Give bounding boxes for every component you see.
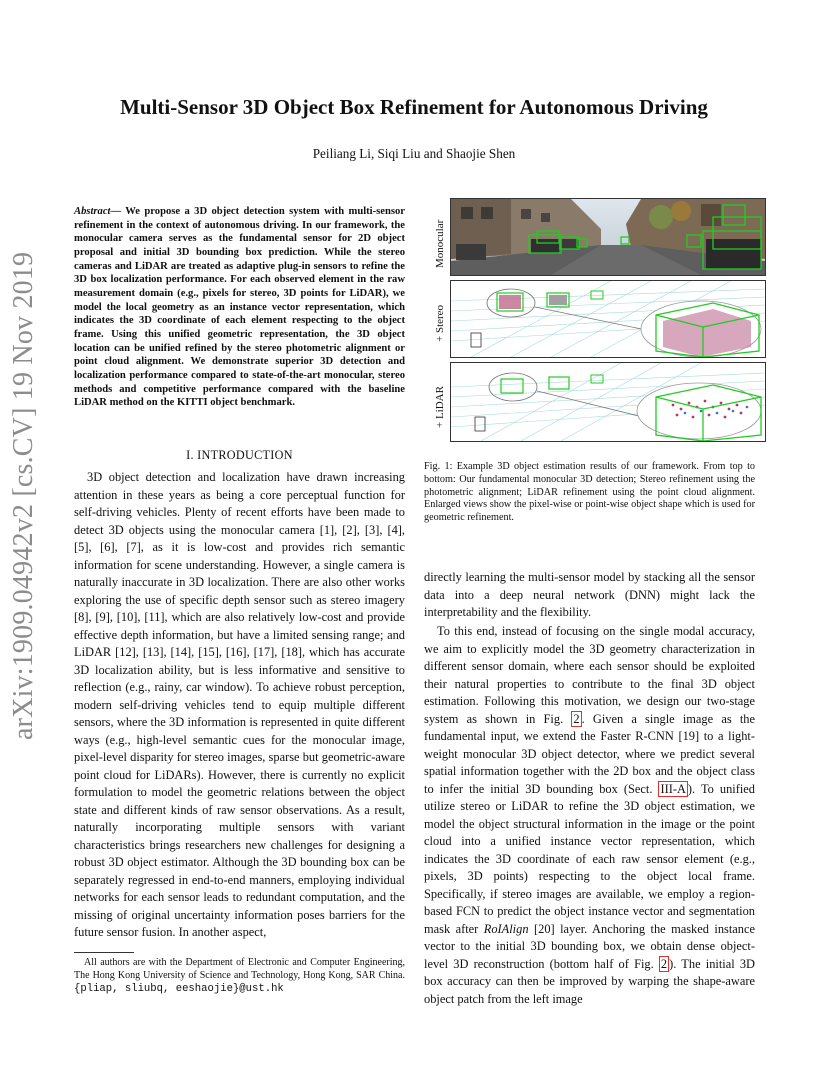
author-footnote [74,957,405,995]
right-paragraph-2-text [424,623,755,1008]
figure-1 [424,196,766,442]
p2-text-e: ). The initial 3D box accuracy can then be improved by warping the shape-aware object patch from the left image [424,956,755,1006]
right-paragraph-1-text: directly learning the multi-sensor model by stacking all the sensor data into a deep neural network (DNN) might lack the interpretability and the flexibility. [424,570,755,619]
footnote-text: All authors are with the Department of Electronic and Computer Engineering, The Hong Kong University of Science and Technology, Hong Kong, SAR China. [74,957,405,981]
fig-2-link[interactable]: 2 [573,711,580,726]
figure-panel-stereo [450,280,766,358]
abstract [74,205,405,410]
paper-authors: Peiliang Li, Siqi Liu and Shaojie Shen [312,146,516,161]
lidar-point-cloud-image [451,363,765,441]
fig-2-link-second[interactable]: 2 [660,956,668,971]
footnote-divider [74,952,134,953]
roialign-term: RoIAlign [483,921,529,936]
figure-label-monocular: Monocular [434,219,446,268]
figure-label-lidar: + LiDAR [434,386,446,428]
right-column-paragraph-2 [424,623,755,1008]
figure-1-caption: Fig. 1: Example 3D object estimation results of our framework. From top to bottom: Our fundamental monocular 3D detection; Stereo refinement using the photometric alignment; LiDAR refinement using the point cloud alignment. Enlarged views show the pixel-wise or point-wise object shape which is used for geometric refinement. [424,461,755,524]
sect-iii-a-link[interactable]: III-A [660,781,686,796]
abstract-lead: Abstract [74,206,111,217]
stereo-reconstruction-image [451,281,765,357]
p2-text-b: . Given a single image as the fundamental input, we extend the Faster R-CNN [19] to a light-weight monocular 3D object detector, where we predict several spatial information together with the 2D box and the object class to infer the initial 3D bounding box (Sect. [424,711,755,796]
arxiv-identifier: arXiv:1909.04942v2 [cs.CV] 19 Nov 2019 [8,251,39,740]
right-column-paragraph-1 [424,569,755,622]
intro-paragraph [74,469,405,942]
paper-title: Multi-Sensor 3D Object Box Refinement for Autonomous Driving [120,95,708,119]
section-heading-introduction: I. INTRODUCTION [186,448,293,462]
figure-label-stereo: + Stereo [434,304,446,342]
figure-panel-monocular [450,198,766,276]
p2-text-a: To this end, instead of focusing on the single modal accuracy, we aim to explicitly model the 3D geometry characterization in different sensor domain, where each sensor should be exploited their natural properties to contribute to the final 3D object estimation. Following this motivation, we design our two-stage system as shown in Fig. [424,624,755,726]
abstract-text: — We propose a 3D object detection system with multi-sensor refinement in the context of autonomous driving. In our framework, the monocular camera serves as the fundamental sensor for 2D object proposal and initial 3D bounding box prediction. While the stereo cameras and LiDAR are treated as adaptive plug-in sensors to refine the 3D box localization performance. For each observed element in the raw measurement domain (e.g., pixels for stereo, 3D points for LiDAR), we model the local geometry as an instance vector representation, which indicates the 3D coordinate of each element respecting to the object frame. Using this unified geometric representation, the 3D object location can be unified refined by the stereo photometric alignment or point cloud alignment. We demonstrate superior 3D detection and localization performance compared to state-of-the-art monocular, stereo methods and competitive performance compared with the baseline LiDAR method on the KITTI object benchmark. [74,206,405,409]
monocular-scene-image [451,199,765,275]
intro-paragraph-text: 3D object detection and localization have drawn increasing attention in these years as being a core perceptual function for self-driving vehicles. Plenty of recent efforts have been made to detect 3D objects using the monocular camera [1], [2], [3], [4], [5], [6], [7], as it is low-cost and provides rich semantic information for scene understanding. However, a single camera is naturally inaccurate in 3D localization. There are also other works exploring the use of specific depth sensor such as stereo imagery [8], [9], [10], [11], which are also relatively low-cost and provide effective depth information, but have a limited sensing range; and LiDAR [12], [13], [14], [15], [16], [17], [18], which has accurate 3D localization ability, but is less informative and sensitive to reflection (e.g., rainy, car window). To achieve robust perception, modern self-driving vehicles tend to equip multiple different sensors, where the 3D information is represented in quite different ways (e.g., high-level semantic cues for the monocular image, pixel-level disparity for stereo images, sparse but geometric-aware point cloud for LiDARs). However, there is currently no explicit formulation to model the geometric relations between the object state and different kinds of raw sensor observations. As a result, naturally incorporating multiple sensors with variant characteristics brings researchers new challenges for designing a robust 3D object estimator. Although the 3D bounding box can be separately regressed in end-to-end manners, employing individual networks for each sensor leads to redundant computation, and the missing of original uncertainty information poses barriers for the future sensor fusion. In another aspect, [74,470,405,939]
p2-text-c: ). To unified utilize stereo or LiDAR to refine the 3D object estimation, we model the object structural information in the image or the point cloud into a unified instance vector representation, which indicates the 3D coordinate of each raw sensor element (e.g., pixels, 3D points) respecting to the object local frame. Specifically, if stereo images are available, we employ a region-based FCN to predict the object instance vector and segmentation mask after [424,781,755,936]
p2-text-d: [20] layer. Anchoring the masked instance vector to the initial 3D bounding box, we obtain dense object-level 3D reconstruction (bottom half of Fig. [424,921,755,971]
figure-panel-lidar [450,362,766,442]
author-emails: {pliap, sliubq, eeshaojie}@ust.hk [74,982,284,995]
